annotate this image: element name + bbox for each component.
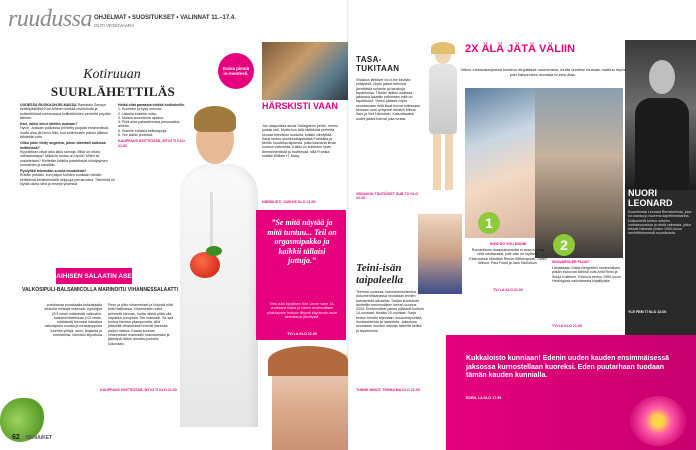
- tip-item: 3. Muista suunnitella ajoissa.: [118, 115, 164, 120]
- recipe-title: VALKOSIPULI-BALSAMICOLLA MARINOITU VIHANNESSALAATTI: [21, 287, 178, 293]
- leonard-photo: [625, 40, 696, 190]
- feature-text-col1: [20, 103, 116, 186]
- tip-item: 2. Uskalla kokeilla uutta.: [118, 111, 157, 116]
- promo-text: Kukkaloisto kunniaan! Edenin uuden kauden ensimmäisessä jaksossa kurnostellaan kuoreksi. Eden puutarhaan tuodaan tämän kauden kunnialla.: [466, 355, 670, 379]
- feature-text-col2: [118, 103, 188, 148]
- intro: Rantatalo Savoyn keittiöpäällikkö Kari Aihinen kiertää ravintoloita ja kotikeittiöissä kertomassa kotikeittiöiden perhettä pöydän ääreen.: [20, 103, 111, 120]
- tasa-body: Viidakon lähtöset vit-vi-me kevään yhätyshtä. Myös jaksot kertovat jännittäviä suhteita ja hauskoja tapahtumia. Tämän lisäksi uudessa jaksossa lakattiin tutkimaan mitä on tapahtunut. Yleisö pääsee myös seuraamaan mitä kisat tuovat tullessaan. Mukaan ovat ryhtyneet ainakin Minna Sarv ja Sini Hänninen. Katsottavaksi uudet jaksot tulevat joka torstai.: [356, 78, 422, 121]
- harskisti-credit: HÄRSKISTI, SUB KE KLO 21.00: [262, 200, 316, 204]
- section-logo: ruudussa: [8, 6, 93, 32]
- movie1-body: Romanttinen draamakomedia ei avaa tunteita niitä odottavaksi, jolle vain ne löytävät. Elokuvassa nähdään Reese Witherspoon, Owen Wilson, Paul Rudd ja Jack Nicholson.: [469, 248, 547, 265]
- feature-badge: Kaiva pieniä in-menteeli.: [218, 53, 254, 89]
- movie1-heading: HOW DO YOU KNOW: [489, 242, 527, 246]
- movie2-photo: [535, 88, 623, 258]
- page-number: 62: [12, 434, 20, 441]
- tip-item: 5. Kokeile erilaisia keittotapoja.: [118, 128, 168, 133]
- harskisti-body: Jos naapurissa asuisi Gallagherin perhe, hermo palaisi heti. Mutta kun tätä riivittävää perhettä seuraa television ruudulta, toilailu viihdyttää. Sarja kertoo yksinhuoltajaisästä Frankista ja tämän kuudesta lapsesta, jotka kasvavat ilman kunnon valvontaa. Kaikki on kuitenkin hyvin lämminhenkistä ja huvittavaa, sillä Frankia esittää William H. Macy.: [262, 124, 339, 159]
- movie1-circle: 1: [478, 212, 500, 234]
- tip-item: 4. Pidä aina pakastimessa perusraaka-aineita.: [118, 120, 181, 129]
- movie2-credit: TVI LA KLO 21.00: [552, 324, 582, 328]
- tip-item: 6. Tee kaikki yhdessä.: [118, 133, 154, 138]
- leonard-title: NUORI LEONARD: [628, 188, 673, 208]
- recipe-method: Pese ja pilko vihannekset ja höyrytä niitä hetki kattilassa. Vihannesten tulee pehmetä hieman, mutta niissä pitää olla napakka purupinta. Tee marinadi. Se saa tuntua hieman yliampuvalta, sillä jäämöllä vihannekset imevät itseensä paljon makua. Kaada kuumat vihannekset marinadin maustamaan ja jäähdytä niiden annaksi jouheta kokonaan.: [108, 303, 174, 346]
- chef-photo: [180, 92, 260, 427]
- recipe-credit: KAUPPAUS KEITTIÖSSÄ, MTV3 TI KLO 21.00: [100, 388, 177, 392]
- magazine-name: MENAIKET: [26, 435, 53, 441]
- answer-1: Hyvin. Joissain paikoissa piti tietty joupata ensimmäisiä, mutta aina jäi hieno fiilis, kun kotimiesten pärsin jälkeen lähdettiin pois.: [20, 126, 109, 140]
- double-intro: Viikon elokuvatarjontaa koostuu etupäässä uusimmista, mutta onneksi mukaan mahtuu myös pari katsomisen arvoista tv-ensi-iltaa.: [460, 67, 626, 77]
- quote-text: ”Se mitä näytää ja mitä tuntuu... Teil on orgasmipakko ja kaikkii tällaisi juttuja.”: [267, 218, 337, 265]
- quote-credit: TVI LA KLO 21.00: [287, 332, 317, 336]
- flower-decoration: [630, 396, 686, 446]
- double-title: 2X ÄLÄ JÄTÄ VÄLIIN: [465, 43, 576, 55]
- teini-title: Teini-isän taipaleella: [356, 262, 404, 286]
- recipe-ingredients: porkkanaa punakaalia kukkakaalia fenkolia retiisejä marinadi: rypsiöljyä (2/3 neste määrästä) valkoviini-balsamiviinietikkaa (1/3 neste-määrästä) hienoksi hakattua valkosipulia suolaa ja mustapippuria tuoreita yrttejä, esim. timjamia ja rosmariinia, hienoksi silputtuna: [44, 303, 102, 338]
- question-1: Kari, miksi sinut otettiin mukaan?: [20, 122, 78, 127]
- question-2: Oliko jokin tietty ongelma, johon törmäsit kaikissa keittiöissä?: [20, 141, 106, 150]
- answer-3: Erittäin pitkään, kun paljon kohden kunkaan heidän keittiöissä kehittelemällä helppoja perusruokia. Tärkeintä oli löytää oikea idea ja resepti yhdessä.: [20, 173, 115, 187]
- tasa-title: TASA-TUKITAAN: [356, 55, 400, 73]
- tips-title: Heikä vilat paraasta viekkä kotikokeille.: [118, 103, 186, 107]
- harskisti-title: HÄRSKISTI VAAN: [262, 101, 338, 111]
- leonard-body: Koomikosta Leonard Bernsteinista, joka loi uransa jo nuorena kapellimestarina. Dokumentti kertoo miehen varhaisvuosista ja niistä vaiheista, jotka tekivät hänestä yhden 1900-luvun merkittävimmistä muusikoista.: [628, 210, 692, 236]
- feature-credit: KAUPPAUS KEITTIÖSSÄ, MTV3 TI KLO 21.00: [118, 139, 185, 148]
- promo-credit: EDEN, LA KLO 17.55: [466, 396, 502, 400]
- teini-credit: TUNNE MINUT, TEEMA MA KLO 21.00: [356, 388, 420, 392]
- tip-item: 1. Kuuntele ja kysy neuvoa.: [118, 107, 162, 112]
- intro-lead: UUDESSA RUOKAOHJELMASSA: [20, 103, 77, 107]
- harskisti-photo: [262, 42, 348, 100]
- answer-2: Kyynärkset olivat aika lailla samoja. Mikä on oikea valmistustapa? Millaisia ruokia on hyviä? Miten se maustetaan? Kiellettiin kaikilla paistettavat kiihdytyksen luomainen ja karsittiin.: [20, 149, 108, 167]
- feature-pretitle: Kotiruuan: [83, 67, 141, 82]
- header-subtitle: OHJELMAT • SUOSITUKSET • VALINNAT 11.–17.4.: [94, 15, 236, 21]
- movie1-credit: TVI LA KLO 21.00: [493, 288, 523, 292]
- teini-body: Teeman uudessa, kunnianhimoisessa dokumenttisarjassa seurataan teinien kasvamista aikuisiksi. Sarjan kuvaukset aloitettiin ensimmäisen kerran vuonna 2004. Ensimmäiset jaksot pääsivät tuolloin 14-vuotiaat, tänään 20-vuotiaat. Sarja kertoo heidän arjestaan, koulunkäynnistä, ihmissuhteista ja haaveista. Jaksoissa seurataan nuorten elämän tärkeitä hetkiä ja tapahtumia.: [356, 290, 424, 333]
- teini-photo: [418, 214, 462, 294]
- header-byline: OUTI VESKIVAARA: [94, 23, 135, 28]
- leonard-credit: YLE FEM TI KLO 22.00: [628, 310, 667, 314]
- question-3: Pystyitkö tekemään suuria muutoksia?: [20, 169, 87, 174]
- quote-caption: Teini-isän lopullinen Kim Lerner tulee 14-vuotiaana isäksi ja hänen ensimmäisen pikkulapsen hoitoon liittyvät käytännön asiat aiheuttavat jännitystä.: [267, 302, 337, 319]
- tasa-credit: VIIDAKON TÄHTIÖSET SUB TO KLO 22.30: [356, 192, 419, 201]
- feature-title: SUURLÄHETTILÄS: [50, 84, 176, 99]
- movie2-body: Lahjakkaan Zaida Bergrothin ensimmäisen pitkän elokuvan tähtinä ovat Antti Reini ja Sonja Kuittinen. Elokuva kertoo 1950-luvun Helsingissä vaikuttavista kirjailijoista.: [552, 266, 621, 283]
- movie2-circle: 2: [553, 234, 575, 256]
- movie1-photo: [465, 88, 535, 238]
- movie2-heading: SKAVAROLER PUJAT: [552, 260, 590, 264]
- recipe-header: AIHISEN SALAATIN ASE: [56, 268, 132, 284]
- teen-hair: [268, 346, 348, 376]
